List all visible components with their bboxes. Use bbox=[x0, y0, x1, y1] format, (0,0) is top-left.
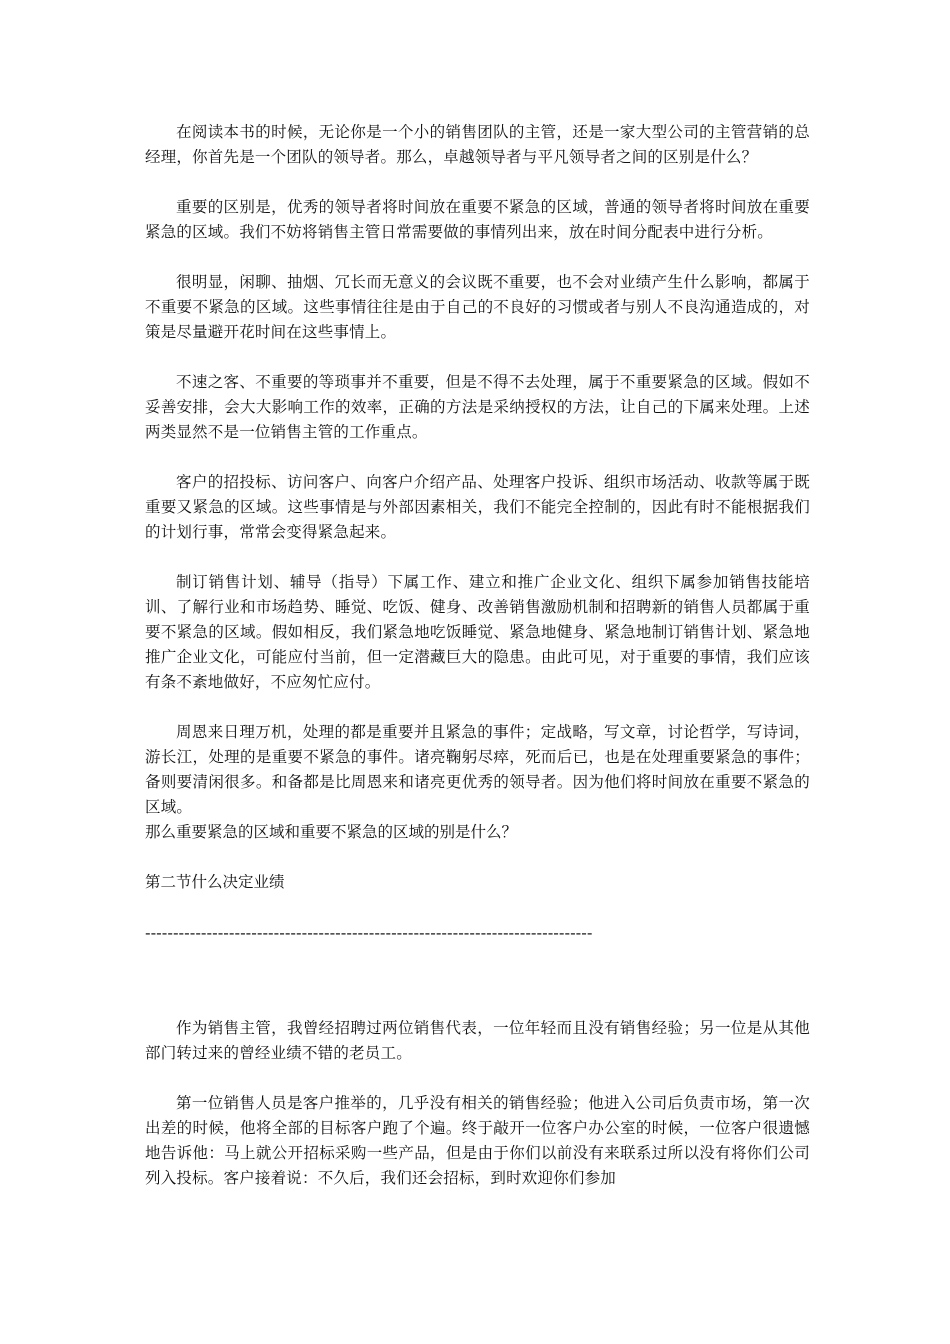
paragraph: 第一位销售人员是客户推举的，几乎没有相关的销售经验；他进入公司后负责市场，第一次出差的时候，他将全部的目标客户跑了个遍。终于敲开一位客户办公室的时候，一位客户很遗憾地告诉他：马上就公开招标采购一些产品，但是由于你们以前没有来联系过所以没有将你们公司列入投标。客户接着说：不久后，我们还会招标，到时欢迎你们参加 bbox=[145, 1094, 810, 1187]
paragraph: 在阅读本书的时候，无论你是一个小的销售团队的主管，还是一家大型公司的主管营销的总经理，你首先是一个团队的领导者。那么，卓越领导者与平凡领导者之间的区别是什么？ bbox=[145, 123, 810, 166]
divider-line: -------------------------------------------------------------------------------- bbox=[145, 924, 593, 942]
paragraph: 作为销售主管，我曾经招聘过两位销售代表，一位年轻而且没有销售经验；另一位是从其他部门转过来的曾经业绩不错的老员工。 bbox=[145, 1019, 810, 1062]
paragraph: 制订销售计划、辅导（指导）下属工作、建立和推广企业文化、组织下属参加销售技能培训、了解行业和市场趋势、睡觉、吃饭、健身、改善销售激励机制和招聘新的销售人员都属于重要不紧急的区域。假如相反，我们紧急地吃饭睡觉、紧急地健身、紧急地制订销售计划、紧急地推广企业文化，可能应付当前，但一定潜藏巨大的隐患。由此可见，对于重要的事情，我们应该有条不紊地做好，不应匆忙应付。 bbox=[145, 573, 810, 691]
paragraph: 客户的招投标、访问客户、向客户介绍产品、处理客户投诉、组织市场活动、收款等属于既重要又紧急的区域。这些事情是与外部因素相关，我们不能完全控制的，因此有时不能根据我们的计划行事，常常会变得紧急起来。 bbox=[145, 473, 810, 541]
paragraph: 不速之客、不重要的等琐事并不重要，但是不得不去处理，属于不重要紧急的区域。假如不妥善安排，会大大影响工作的效率，正确的方法是采纳授权的方法，让自己的下属来处理。上述两类显然不是一位销售主管的工作重点。 bbox=[145, 373, 810, 441]
paragraph: 周恩来日理万机，处理的都是重要并且紧急的事件；定战略，写文章，讨论哲学，写诗词，游长江，处理的是重要不紧急的事件。诸亮鞠躬尽瘁，死而后已，也是在处理重要紧急的事件；备则要清闲很多。和备都是比周恩来和诸亮更优秀的领导者。因为他们将时间放在重要不紧急的区域。 bbox=[145, 723, 810, 816]
question-line: 那么重要紧急的区域和重要不紧急的区域的别是什么？ bbox=[145, 823, 518, 841]
document-page bbox=[145, 120, 810, 1191]
section-heading: 第二节什么决定业绩 bbox=[145, 873, 285, 891]
paragraph: 很明显，闲聊、抽烟、冗长而无意义的会议既不重要，也不会对业绩产生什么影响，都属于不重要不紧急的区域。这些事情往往是由于自己的不良好的习惯或者与别人不良沟通造成的，对策是尽量避开花时间在这些事情上。 bbox=[145, 273, 810, 341]
paragraph: 重要的区别是，优秀的领导者将时间放在重要不紧急的区域，普通的领导者将时间放在重要紧急的区域。我们不妨将销售主管日常需要做的事情列出来，放在时间分配表中进行分析。 bbox=[145, 198, 810, 241]
